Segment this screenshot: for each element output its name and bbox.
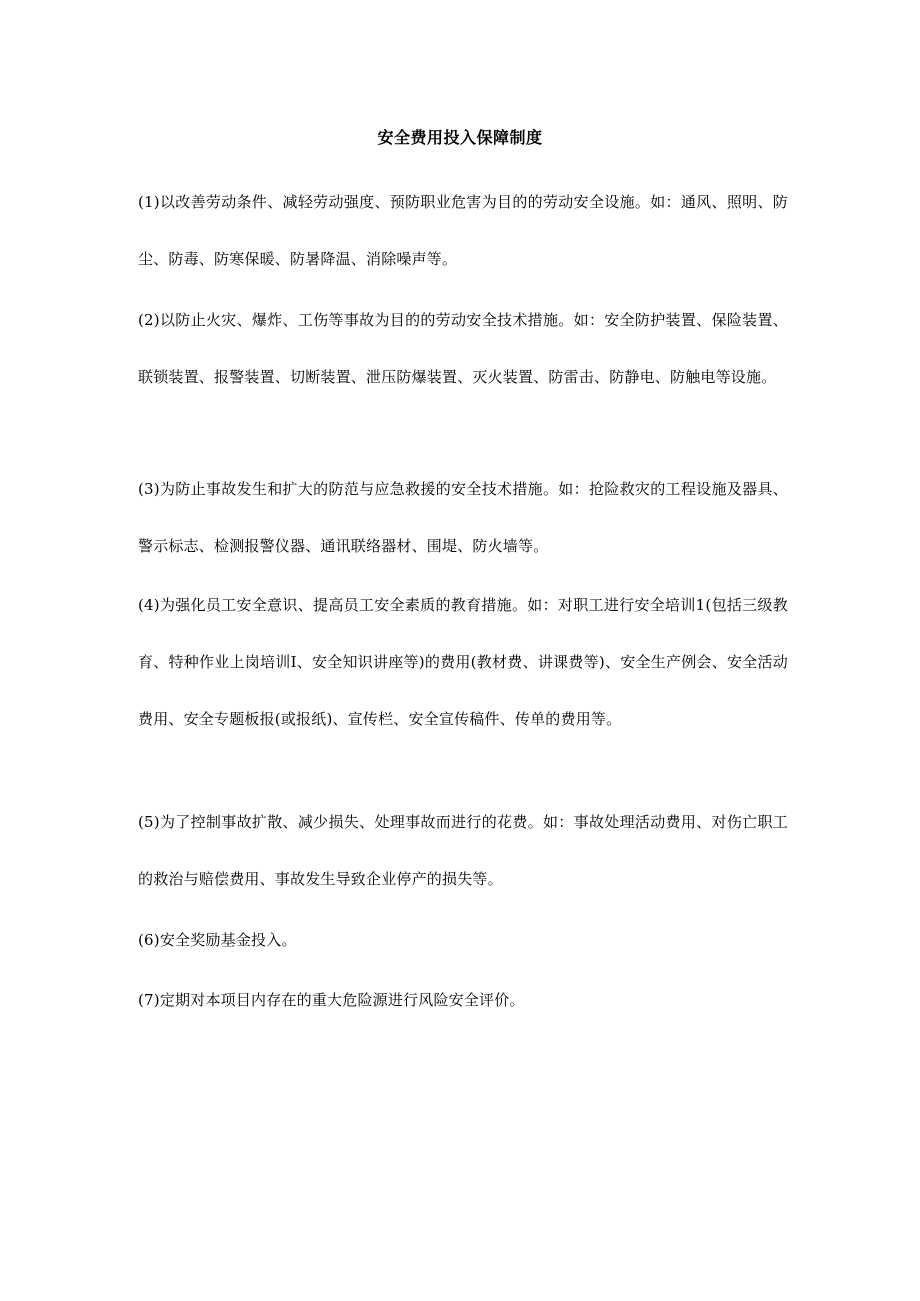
paragraph-5: (5)为了控制事故扩散、减少损失、处理事故而进行的花费。如：事故处理活动费用、对伤亡职工的救治与赔偿费用、事故发生导致企业停产的损失等。: [138, 813, 788, 888]
paragraph-6: (6)安全奖励基金投入。: [138, 931, 297, 949]
document-title: 安全费用投入保障制度: [377, 128, 543, 147]
paragraph-7: (7)定期对本项目内存在的重大危险源进行风险安全评价。: [138, 991, 525, 1009]
paragraph-4: (4)为强化员工安全意识、提高员工安全素质的教育措施。如：对职工进行安全培训1(包括三级教育、特种作业上岗培训I、安全知识讲座等)的费用(教材费、讲课费等)、安全生产例会、安全活动费用、安全专题板报(或报纸)、宣传栏、安全宣传稿件、传单的费用等。: [138, 596, 788, 728]
paragraph-1: (1)以改善劳动条件、减轻劳动强度、预防职业危害为目的的劳动安全设施。如：通风、照明、防尘、防毒、防寒保暖、防暑降温、消除噪声等。: [138, 193, 788, 268]
paragraph-2: (2)以防止火灾、爆炸、工伤等事故为目的的劳动安全技术措施。如：安全防护装置、保险装置、联锁装置、报警装置、切断装置、泄压防爆装置、灭火装置、防雷击、防静电、防触电等设施。: [138, 311, 788, 386]
paragraph-3: (3)为防止事故发生和扩大的防范与应急救援的安全技术措施。如：抢险救灾的工程设施及器具、警示标志、检测报警仪器、通讯联络器材、围堤、防火墙等。: [138, 480, 788, 555]
